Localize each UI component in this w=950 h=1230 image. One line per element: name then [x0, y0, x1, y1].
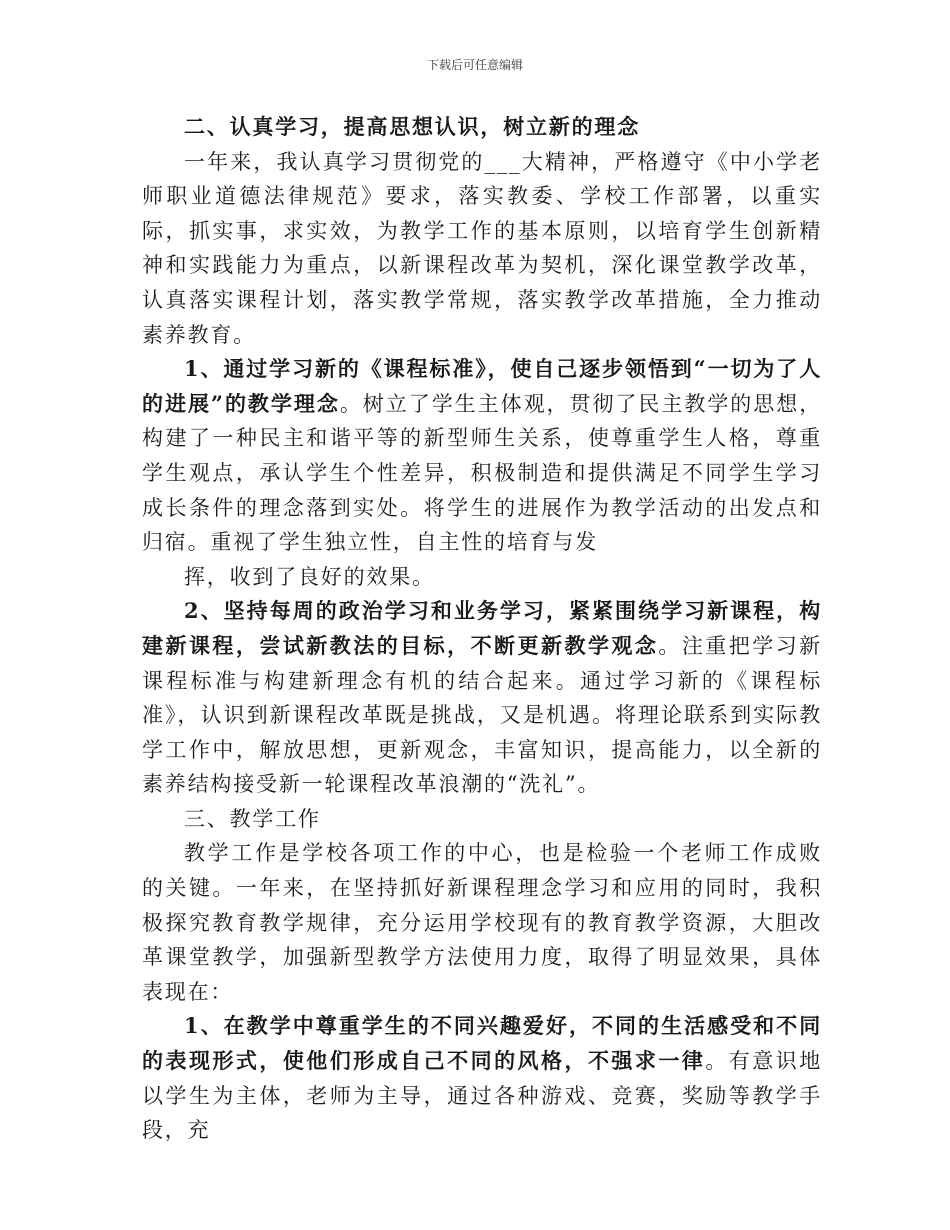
section-2-item-1-body: 。树立了学生主体观，贯彻了民主教学的思想，构建了一种民主和谐平等的新型师生关系，使尊重学生人格，尊重学生观点，承认学生个性差异，积极制造和提供满足不同学生学习成长条件的理念落到实处。将学生的进展作为教学活动的出发点和归宿。重视了学生独立性，自主性的培育与发 — [142, 391, 822, 555]
section-3-item-1-body: 。有意识地以学生为主体，老师为主导，通过各种游戏、竞赛，奖励等教学手段，充 — [142, 1049, 822, 1143]
section-2-intro-paragraph: 一年来，我认真学习贯彻党的___大精神，严格遵守《中小学老师职业道德法律规范》要求，落实教委、学校工作部署，以重实际，抓实事，求实效，为教学工作的基本原则，以培育学生创新精神和实践能力为重点，以新课程改革为契机，深化课堂教学改革，认真落实课程计划，落实教学常规，落实教学改革措施，全力推动素养教育。 — [142, 149, 822, 347]
section-2-item-2-body: 。注重把学习新课程标准与构建新理念有机的结合起来。通过学习新的《课程标准》，认识到新课程改革既是挑战，又是机遇。将理论联系到实际教学工作中，解放思想，更新观念，丰富知识，提高能力，以全新的素养结构接受新一轮课程改革浪潮的“洗礼”。 — [142, 633, 822, 797]
section-3-item-1-lead: 1、在教学中尊重学生的不同兴趣爱好，不同的生活感受和不同的表现形式，使他们形成自己不同的风格，不强求一律 — [142, 1013, 822, 1074]
section-2-item-1-continuation: 挥，收到了良好的效果。 — [184, 564, 435, 589]
section-2-heading: 二、认真学习，提高思想认识，树立新的理念 — [184, 114, 640, 139]
section-2-item-1-paragraph — [142, 352, 822, 560]
section-2-item-2-paragraph — [142, 594, 822, 802]
page-header-note: 下载后可任意编辑 — [426, 58, 523, 72]
document-body — [142, 110, 822, 1148]
section-3-heading: 三、教学工作 — [184, 806, 321, 831]
section-3-item-1-paragraph — [142, 1009, 822, 1147]
section-2-item-1-lead: 1、通过学习新的《课程标准》，使自己逐步领悟到“一切为了人的进展”的教学理念 — [142, 356, 822, 416]
section-2-item-2-lead: 2、坚持每周的政治学习和业务学习，紧紧围绕学习新课程，构建新课程，尝试新教法的目标，不断更新教学观念 — [142, 598, 822, 658]
section-3-intro-paragraph: 教学工作是学校各项工作的中心，也是检验一个老师工作成败的关键。一年来，在坚持抓好新课程理念学习和应用的同时，我积极探究教育教学规律，充分运用学校现有的教育教学资源，大胆改革课堂教学，加强新型教学方法使用力度，取得了明显效果，具体表现在： — [142, 841, 822, 1004]
